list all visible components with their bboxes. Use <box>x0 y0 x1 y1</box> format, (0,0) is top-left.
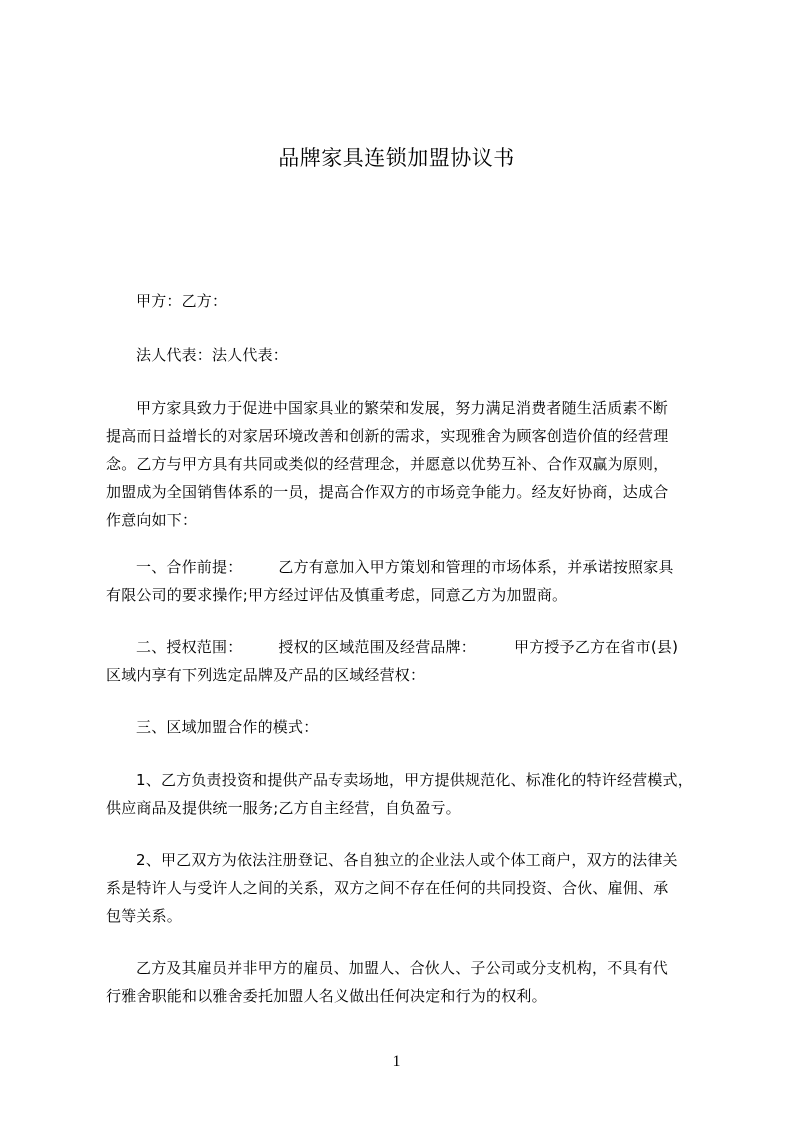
intro-paragraph <box>106 394 702 534</box>
parties-line <box>106 287 702 315</box>
section-3-item-3 <box>106 954 702 1010</box>
legal-reps-line <box>106 341 702 369</box>
intro-line: 提高而日益增长的对家居环境改善和创新的需求，实现雅舍为顾客创造价值的经营理 <box>106 427 669 445</box>
section-3-item-1 <box>106 766 702 822</box>
intro-line: 甲方家具致力于促进中国家具业的繁荣和发展，努力满足消费者随生活质素不断 <box>136 399 669 417</box>
section-1-line: 有限公司的要求操作;甲方经过评估及慎重考虑，同意乙方为加盟商。 <box>106 586 568 604</box>
section-2-first-line <box>106 633 702 661</box>
item-2-line: 系是特许人与受许人之间的关系，双方之间不存在任何的共同投资、合伙、雇佣、承 <box>106 879 669 897</box>
intro-line: 加盟成为全国销售体系的一员，提高合作双方的市场竞争能力。经友好协商，达成合 <box>106 483 669 501</box>
section-1 <box>106 553 702 609</box>
item-3-line: 行雅舍职能和以雅舍委托加盟人名义做出任何决定和行为的权利。 <box>106 987 547 1005</box>
section-2-heading: 二、授权范围： <box>136 638 243 656</box>
section-3-heading-line <box>106 713 702 741</box>
page-number: 1 <box>392 1053 401 1070</box>
intro-line: 念。乙方与甲方具有共同或类似的经营理念，并愿意以优势互补、合作双赢为原则， <box>106 455 669 473</box>
item-3-line: 乙方及其雇员并非甲方的雇员、加盟人、合伙人、子公司或分支机构，不具有代 <box>136 959 669 977</box>
intro-line: 作意向如下： <box>106 511 198 529</box>
parties-text: 甲方：乙方： <box>136 292 228 310</box>
section-1-first-line <box>106 553 702 581</box>
legal-reps-text: 法人代表：法人代表： <box>136 346 289 364</box>
section-3-item-2 <box>106 846 702 930</box>
section-1-text: 乙方有意加入甲方策划和管理的市场体系，并承诺按照家具 <box>278 558 674 576</box>
section-1-heading: 一、合作前提： <box>136 558 243 576</box>
section-2 <box>106 633 702 689</box>
item-2-line: 2、甲乙双方为依法注册登记、各自独立的企业法人或个体工商户，双方的法律关 <box>136 851 678 869</box>
section-2-text: 甲方授予乙方在省市(县) <box>514 638 679 656</box>
section-2-line: 区域内享有下列选定品牌及产品的区域经营权： <box>106 666 426 684</box>
section-2-subheading: 授权的区域范围及经营品牌： <box>278 638 477 656</box>
item-2-line: 包等关系。 <box>106 907 183 925</box>
document-title: 品牌家具连锁加盟协议书 <box>278 146 515 170</box>
section-3-heading: 三、区域加盟合作的模式： <box>136 718 319 736</box>
item-1-line: 供应商品及提供统一服务;乙方自主经营，自负盈亏。 <box>106 799 461 817</box>
item-1-line: 1、乙方负责投资和提供产品专卖场地，甲方提供规范化、标准化的特许经营模式， <box>136 771 693 789</box>
